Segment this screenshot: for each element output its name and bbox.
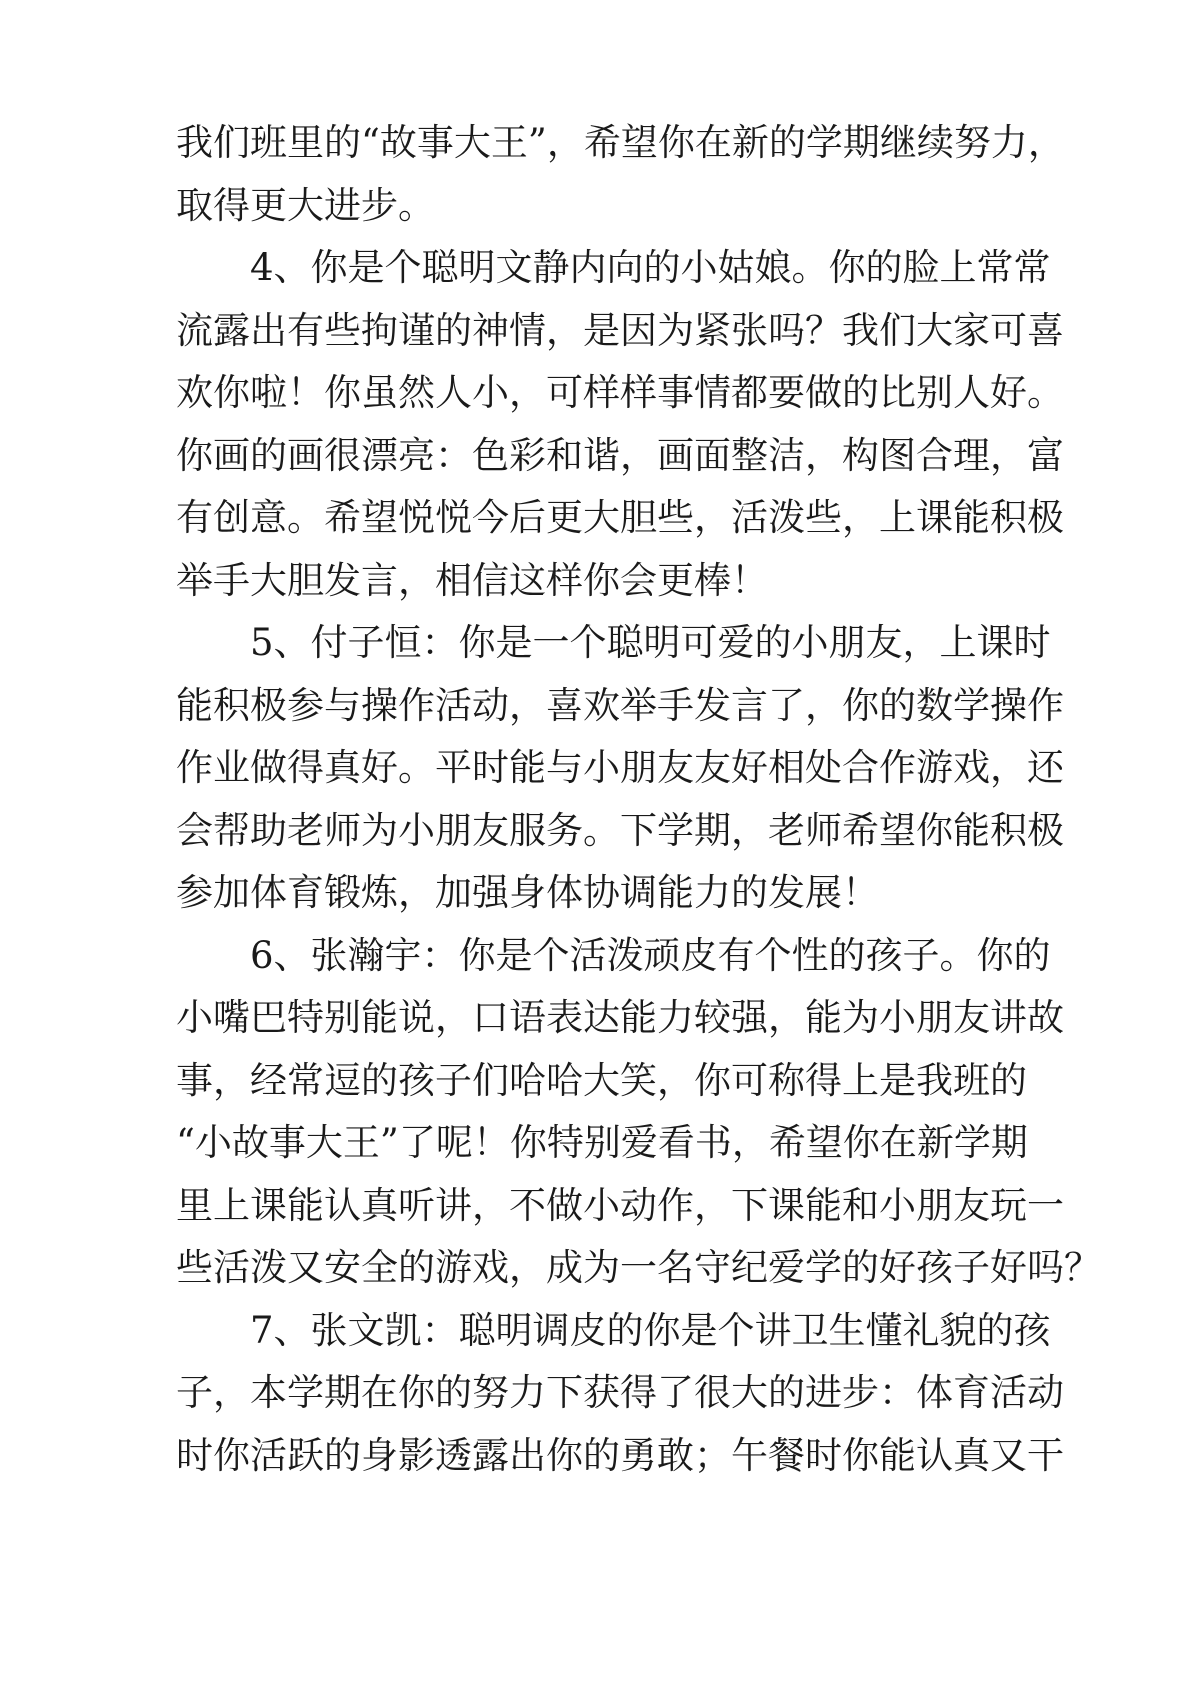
text-line: 取得更大进步。	[176, 183, 435, 227]
text-line: 会帮助老师为小朋友服务。下学期，老师希望你能积极	[176, 808, 1064, 852]
text-line: 我们班里的“故事大王”，希望你在新的学期继续努力，	[176, 121, 1065, 164]
text-line: 子，本学期在你的努力下获得了很大的进步：体育活动	[176, 1371, 1064, 1414]
text-line: 能积极参与操作活动，喜欢举手发言了，你的数学操作	[176, 683, 1064, 727]
text-line: “小故事大王”了呢！你特别爱看书，希望你在新学期	[176, 1121, 1028, 1164]
paragraph-start-line: 6、张瀚宇：你是个活泼顽皮有个性的孩子。你的	[250, 933, 1051, 977]
text-line: 些活泼又安全的游戏，成为一名守纪爱学的好孩子好吗？	[176, 1246, 1101, 1289]
text-line: 举手大胆发言，相信这样你会更棒！	[176, 558, 768, 602]
text-line: 事，经常逗的孩子们哈哈大笑，你可称得上是我班的	[176, 1058, 1027, 1102]
text-line: 里上课能认真听讲，不做小动作，下课能和小朋友玩一	[176, 1183, 1064, 1227]
text-line: 欢你啦！你虽然人小，可样样事情都要做的比别人好。	[176, 371, 1064, 414]
paragraph-start-line: 4、你是个聪明文静内向的小姑娘。你的脸上常常	[250, 246, 1051, 289]
text-line: 流露出有些拘谨的神情，是因为紧张吗？我们大家可喜	[176, 308, 1064, 352]
text-line: 参加体育锻炼，加强身体协调能力的发展！	[176, 871, 879, 914]
text-line: 有创意。希望悦悦今后更大胆些，活泼些，上课能积极	[176, 496, 1064, 539]
text-line: 你画的画很漂亮：色彩和谐，画面整洁，构图合理，富	[176, 433, 1064, 477]
paragraph-start-line: 5、付子恒：你是一个聪明可爱的小朋友，上课时	[250, 621, 1051, 664]
text-line: 时你活跃的身影透露出你的勇敢；午餐时你能认真又干	[176, 1433, 1064, 1477]
paragraph-start-line: 7、张文凯：聪明调皮的你是个讲卫生懂礼貌的孩	[250, 1308, 1051, 1352]
text-line: 作业做得真好。平时能与小朋友友好相处合作游戏，还	[176, 746, 1064, 789]
document-body	[176, 112, 1101, 1487]
text-line: 小嘴巴特别能说，口语表达能力较强，能为小朋友讲故	[176, 996, 1064, 1039]
